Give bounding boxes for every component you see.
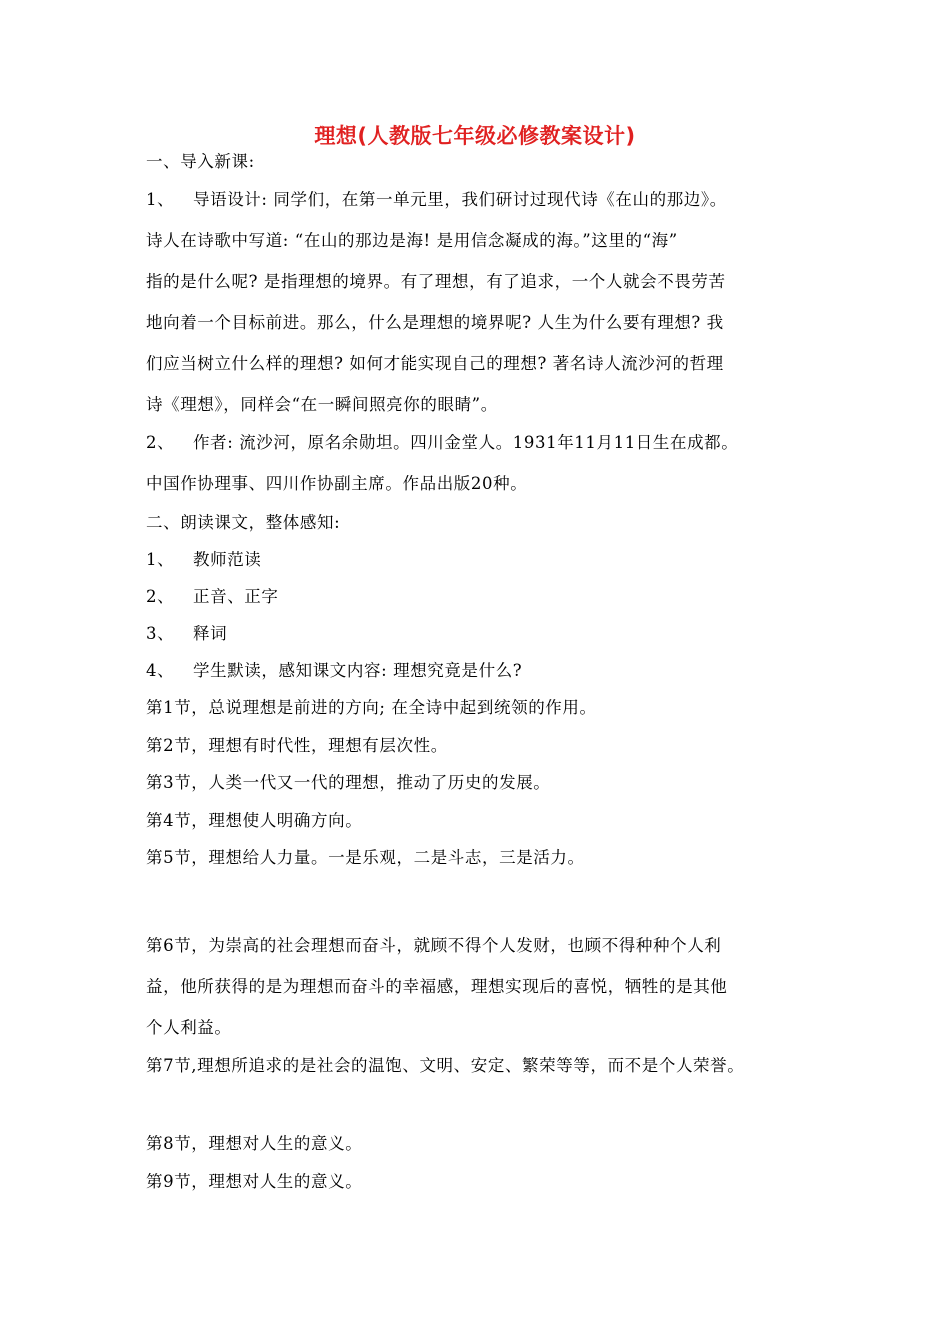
paragraph-line: 地向着一个目标前进。那么，什么是理想的境界呢? 人生为什么要有理想? 我 (146, 313, 724, 332)
section-note: 第3节，人类一代又一代的理想，推动了历史的发展。 (146, 773, 551, 792)
section1-heading: 一、导入新课: (146, 152, 255, 171)
paragraph-line: 指的是什么呢? 是指理想的境界。有了理想，有了追求，一个人就会不畏劳苦 (146, 272, 726, 291)
section-note: 第2节，理想有时代性，理想有层次性。 (146, 736, 448, 755)
item-number: 1、 (146, 550, 175, 569)
item-text: 释词 (193, 624, 228, 643)
section-note: 第7节,理想所追求的是社会的温饱、文明、安定、繁荣等等，而不是个人荣誉。 (146, 1056, 745, 1075)
section-note: 第9节，理想对人生的意义。 (146, 1172, 363, 1191)
section2-heading: 二、朗读课文，整体感知: (146, 513, 341, 532)
section-note: 第5节，理想给人力量。一是乐观，二是斗志，三是活力。 (146, 848, 585, 867)
section-note: 第8节，理想对人生的意义。 (146, 1134, 363, 1153)
document-title: 理想(人教版七年级必修教案设计) (314, 124, 636, 148)
section-note: 第6节，为崇高的社会理想而奋斗，就顾不得个人发财，也顾不得种种个人利 (146, 936, 722, 955)
item-text: 学生默读，感知课文内容: 理想究竟是什么? (193, 661, 523, 680)
item-number: 3、 (146, 624, 175, 643)
paragraph-line: 益，他所获得的是为理想而奋斗的幸福感，理想实现后的喜悦，牺牲的是其他 (146, 977, 728, 996)
section1-item1-line1 (146, 190, 727, 210)
list-item (146, 624, 227, 644)
section1-item2-line1 (146, 433, 738, 453)
item-text: 教师范读 (193, 550, 262, 569)
paragraph-line: 中国作协理事、四川作协副主席。作品出版20种。 (146, 474, 528, 493)
paragraph-line: 个人利益。 (146, 1018, 232, 1037)
item-text: 导语设计: 同学们，在第一单元里，我们研讨过现代诗《在山的那边》。 (193, 190, 727, 209)
list-item (146, 661, 522, 681)
list-item (146, 550, 261, 570)
paragraph-line: 们应当树立什么样的理想? 如何才能实现自己的理想? 著名诗人流沙河的哲理 (146, 354, 724, 373)
paragraph-line: 诗人在诗歌中写道: “在山的那边是海! 是用信念凝成的海。”这里的“海” (146, 231, 678, 250)
list-item (146, 587, 279, 607)
paragraph-line: 诗《理想》，同样会“在一瞬间照亮你的眼睛”。 (146, 395, 498, 414)
item-number: 2、 (146, 587, 175, 606)
item-number: 2、 (146, 433, 175, 452)
section-note: 第4节，理想使人明确方向。 (146, 811, 363, 830)
item-number: 1、 (146, 190, 175, 209)
item-text: 作者: 流沙河，原名余勋坦。四川金堂人。1931年11月11日生在成都。 (193, 433, 739, 452)
item-text: 正音、正字 (193, 587, 279, 606)
item-number: 4、 (146, 661, 175, 680)
section-note: 第1节，总说理想是前进的方向; 在全诗中起到统领的作用。 (146, 698, 597, 717)
